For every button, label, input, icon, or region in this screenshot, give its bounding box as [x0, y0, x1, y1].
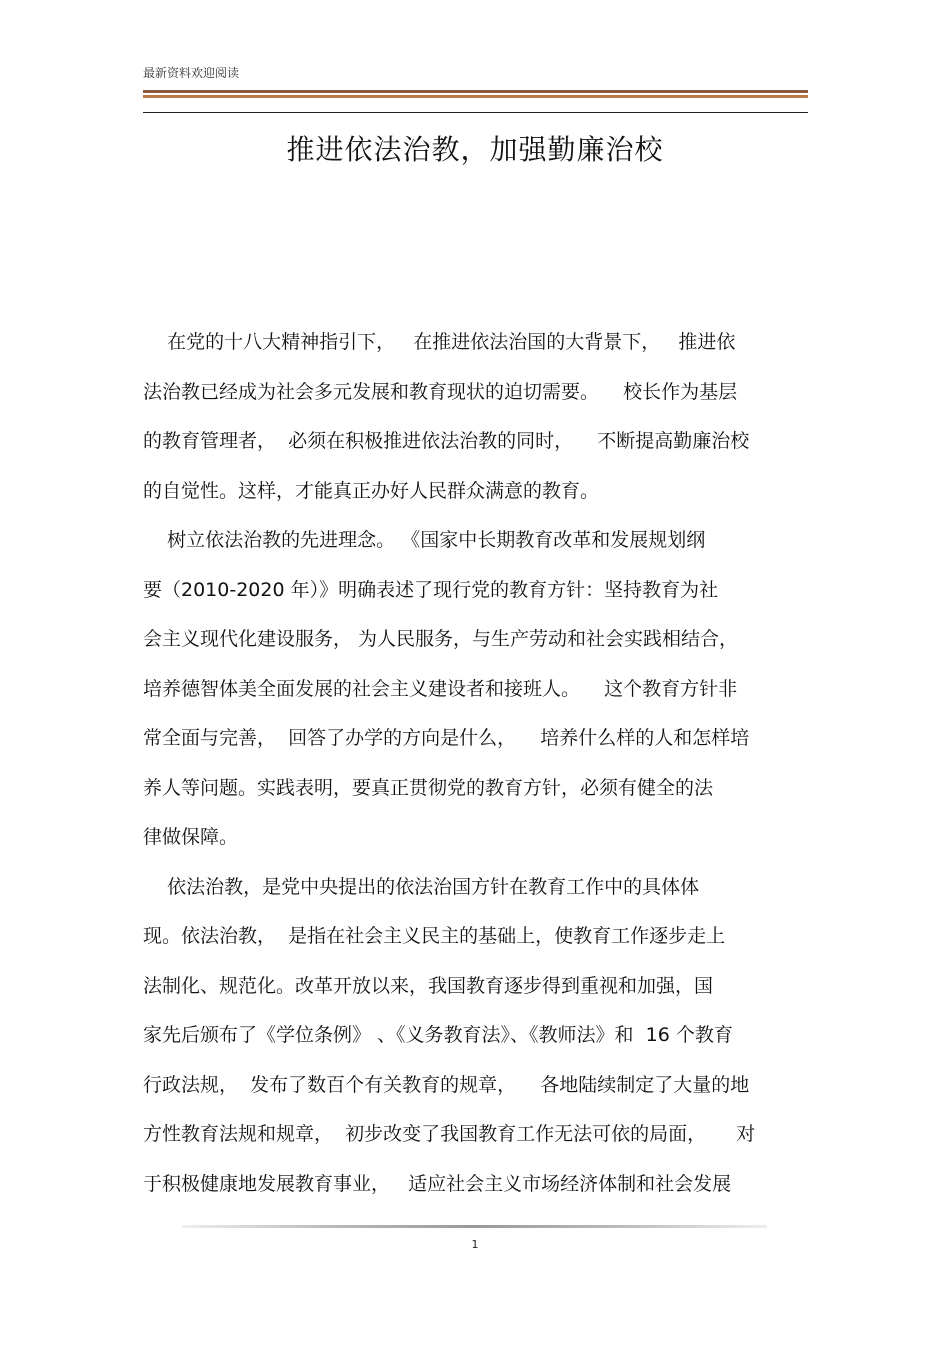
paragraph-line: 树立依法治教的先进理念。 《国家中长期教育改革和发展规划纲 — [143, 529, 706, 551]
page-number: 1 — [471, 1238, 479, 1251]
paragraph-line: 行政法规， 发布了数百个有关教育的规章， 各地陆续制定了大量的地 — [143, 1073, 750, 1096]
header-text: 最新资料欢迎阅读 — [143, 66, 240, 80]
paragraph-line: 法治教已经成为社会多元发展和教育现状的迫切需要。 校长作为基层 — [143, 380, 738, 403]
paragraph-line: 现。依法治教， 是指在社会主义民主的基础上，使教育工作逐步走上 — [143, 925, 726, 947]
paragraph-line: 要（2010-2020 年）》明确表述了现行党的教育方针：坚持教育为社 — [143, 578, 719, 601]
document-body — [143, 322, 808, 1213]
paragraph-line: 方性教育法规和规章， 初步改变了我国教育工作无法可依的局面， 对 — [143, 1123, 756, 1145]
header-rule-top — [143, 90, 808, 93]
footer-rule — [182, 1225, 767, 1228]
header-rule-bottom — [143, 95, 808, 98]
paragraph-line: 法制化、规范化。改革开放以来，我国教育逐步得到重视和加强，国 — [143, 974, 714, 997]
paragraph-line: 培养德智体美全面发展的社会主义建设者和接班人。 这个教育方针非 — [143, 677, 738, 700]
paragraph-line: 常全面与完善， 回答了办学的方向是什么， 培养什么样的人和怎样培 — [143, 727, 750, 749]
paragraph-line: 于积极健康地发展教育事业， 适应社会主义市场经济体制和社会发展 — [143, 1172, 732, 1195]
paragraph-line: 依法治教，是党中央提出的依法治国方针在教育工作中的具体体 — [143, 875, 700, 898]
paragraph — [143, 867, 808, 1214]
document-title: 推进依法治教，加强勤廉治校 — [286, 133, 664, 166]
paragraph-line: 律做保障。 — [143, 826, 239, 848]
paragraph-line: 会主义现代化建设服务， 为人民服务，与生产劳动和社会实践相结合， — [143, 628, 739, 650]
paragraph-line: 家先后颁布了《学位条例》 、《义务教育法》、《教师法》和 16 个教育 — [143, 1024, 733, 1046]
paragraph-line: 养人等问题。实践表明，要真正贯彻党的教育方针，必须有健全的法 — [143, 776, 714, 799]
header-rule-thin — [143, 112, 808, 113]
paragraph — [143, 322, 808, 520]
paragraph-line: 在党的十八大精神指引下， 在推进依法治国的大背景下， 推进依 — [143, 331, 736, 353]
paragraph-line: 的教育管理者， 必须在积极推进依法治教的同时， 不断提高勤廉治校 — [143, 430, 750, 452]
paragraph-line: 的自觉性。这样，才能真正办好人民群众满意的教育。 — [143, 479, 600, 502]
paragraph — [143, 520, 808, 867]
